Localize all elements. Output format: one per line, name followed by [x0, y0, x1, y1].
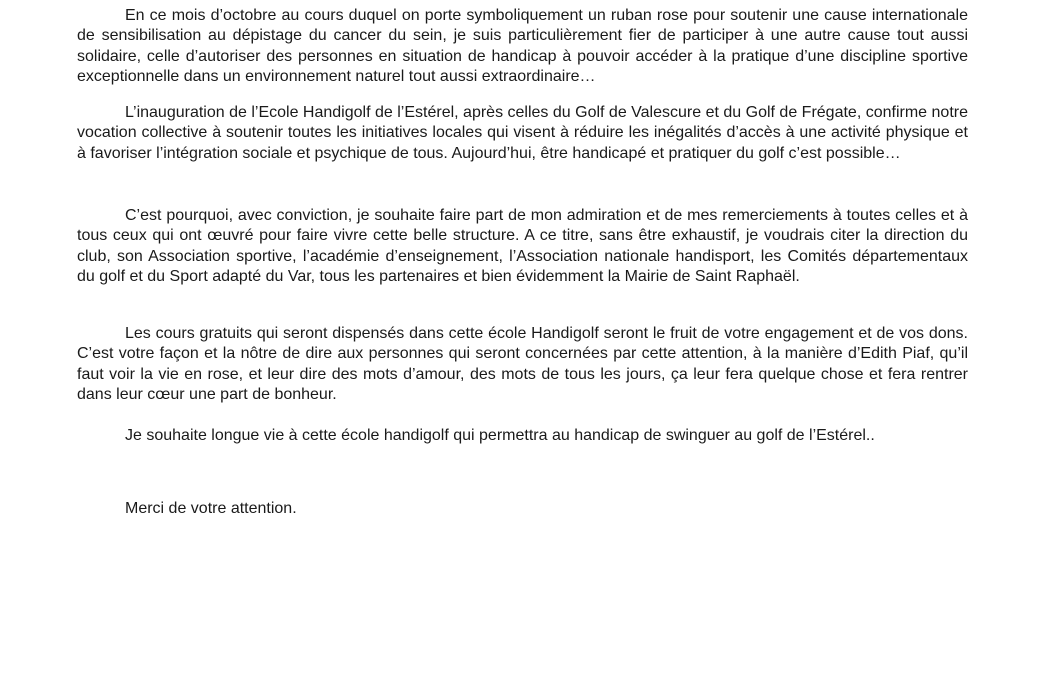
paragraph-thanks: C’est pourquoi, avec conviction, je souhaite faire part de mon admiration et de mes remerciements à toutes celles et à tous ceux qui ont œuvré pour faire vivre cette belle structure. A ce titre, sans être exhaustif, je voudrais citer la direction du club, son Association sportive, l’académie d’enseignement, l’Association nationale handisport, les Comités départementaux du golf et du Sport adapté du Var, tous les partenaires et bien évidemment la Mairie de Saint Raphaël.	[77, 207, 968, 286]
paragraph-long-life: Je souhaite longue vie à cette école handigolf qui permettra au handicap de swinguer au golf de l’Estérel..	[125, 427, 875, 444]
paragraph-inauguration: L’inauguration de l’Ecole Handigolf de l’Estérel, après celles du Golf de Valescure et du Golf de Frégate, confirme notre vocation collective à soutenir toutes les initiatives locales qui visent à réduire les inégalités d’accès à une activité physique et à favoriser l’intégration sociale et psychique de tous. Aujourd’hui, être handicapé et pratiquer du golf c’est possible…	[77, 104, 968, 162]
closing-line: Merci de votre attention.	[125, 500, 297, 517]
paragraph-pink-ribbon: En ce mois d’octobre au cours duquel on porte symboliquement un ruban rose pour soutenir une cause internationale de sensibilisation au dépistage du cancer du sein, je suis particulièrement fier de participer à une autre cause tout aussi solidaire, celle d’autoriser des personnes en situation de handicap à pouvoir accéder à la pratique d’une discipline sportive exceptionnelle dans un environnement naturel tout aussi extraordinaire…	[77, 7, 968, 86]
paragraph-free-lessons: Les cours gratuits qui seront dispensés dans cette école Handigolf seront le fruit de votre engagement et de vos dons. C’est votre façon et la nôtre de dire aux personnes qui seront concernées par cette attention, à la manière d’Edith Piaf, qu’il faut voir la vie en rose, et leur dire des mots d’amour, des mots de tous les jours, ça leur fera quelque chose et fera rentrer dans leur cœur une part de bonheur.	[77, 325, 968, 404]
